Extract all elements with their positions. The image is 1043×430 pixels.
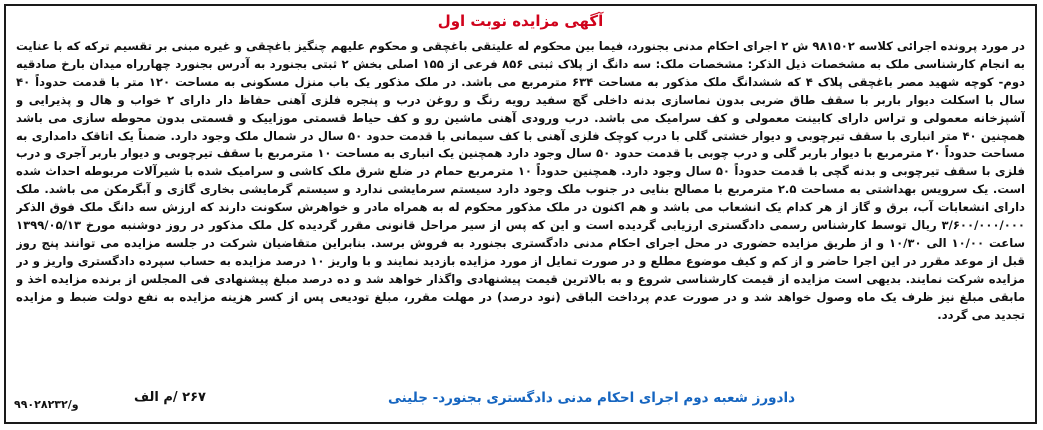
signature-line: دادورز شعبه دوم اجرای احکام مدنی دادگستری بجنورد- جلینی: [388, 390, 795, 406]
notice-frame: [4, 4, 1037, 424]
reference-number: ۲۶۷ /م الف: [134, 390, 206, 405]
notice-code: ۹۹۰۲۸۲۳۲/و: [14, 398, 79, 411]
notice-body: در مورد پرونده اجرائی کلاسه ۹۸۱۵۰۲ ش ۲ اجرای احکام مدنی بجنورد، فیما بین محکوم له علیتقی باغچقی و محکوم علیهم چنگیز باغچقی و غیره مبنی بر تقسیم ترکه که با عنایت به انجام کارشناسی ملک به مشخصات ذیل الذکر: مشخصات ملک: سه دانگ از پلاک ثبتی ۸۵۶ فرعی از ۱۵۵ اصلی بخش ۲ ثبتی بجنورد به آدرس بجنورد چهارراه میدان بارخ صادقیه دوم- کوچه شهید مصر باغچقی پلاک ۴ که ششدانگ ملک مذکور به مساحت ۶۳۴ مترمربع می باشد. در ملک مذکور یک باب منزل مسکونی به مساحت ۱۲۰ متر با قدمت حدوداً ۴۰ سال با اسکلت دیوار باربر با سقف طاق ضربی بدون نماسازی بدنه داخلی گچ سفید رویه رنگ و روغن درب و پنجره فلزی آهنی حفاظ دار دارای ۲ خواب و هال و پذیرایی و آشپزخانه معمولی و تراس دارای کابینت معمولی و کف سرامیک می باشد. درب ورودی آهنی ماشین رو و کف حیاط قسمتی موزاییک و قسمتی بدون محوطه سازی می باشد همچنین ۴۰ متر انباری با سقف تیرچوبی و دیوار خشتی گلی با درب کوچک فلزی آهنی با کف سیمانی با قدمت حدود ۵۰ سال در شمال ملک وجود دارد. ضمناً یک اتاقک دامداری به مساحت حدوداً ۲۰ مترمربع با دیوار باربر گلی و درب چوبی با قدمت حدود ۵۰ سال وجود دارد همچنین یک انباری به مساحت ۱۰ مترمربع با سقف تیرچوبی و دیوار باربر آجری و درب فلزی با سقف تیرچوبی و بدنه گچی با قدمت حدوداً ۵۰ سال وجود دارد. همچنین حدوداً ۱۰ مترمربع حمام در ضلع شرق ملک کاشی و سرامیک شده با شیرآلات مربوطه احداث شده است. یک سرویس بهداشتی به مساحت ۲.۵ مترمربع با مصالح بنایی در جنوب ملک وجود دارد سیستم سرمایشی ندارد و سیستم گرمایشی بخاری گازی و آبگرمکن می باشد. ملک دارای انشعابات آب، برق و گاز از هر کدام یک انشعاب می باشد و هم اکنون در ملک مذکور محکوم له به همراه مادر و خواهرش سکونت دارند که ارزش سه دانگ ملک فوق الذکر ۳/۶۰۰/۰۰۰/۰۰۰ ریال توسط کارشناس رسمی دادگستری ارزیابی گردیده است و این که پس از سیر مراحل قانونی مقرر گردیده کل ملک مذکور در روز دوشنبه مورخ ۱۳۹۹/۰۵/۱۳ ساعت ۱۰/۰۰ الی ۱۰/۳۰ و از طریق مزایده حضوری در محل اجرای احکام مدنی دادگستری بجنورد به فروش برسد. بنابراین متقاضیان شرکت در جلسه مزایده می توانند پنج روز قبل از موعد مقرر در این اجرا حاضر و از کم و کیف موضوع مطلع و در صورت تمایل از مورد مزایده بازدید نمایند و با واریز ۱۰ درصد مزایده به حساب سپرده دادگستری واریز و در مزایده شرکت نمایند. بدیهی است مزایده از قیمت کارشناسی شروع و به بالاترین قیمت پیشنهادی واگذار خواهد شد و ده درصد مبلغ پیشنهادی فی المجلس از برنده مزایده اخذ و مابقی مبلغ نیز ظرف یک ماه وصول خواهد شد و در صورت عدم پرداخت الباقی (نود درصد) در مهلت مقرر، مبلغ تودیعی پس از کسر هزینه مزایده به نفع دولت ضبط و مزایده تجدید می گردد.: [16, 39, 1025, 322]
notice-footer: [6, 386, 1035, 416]
notice-title: آگهی مزایده نوبت اول: [437, 12, 604, 30]
